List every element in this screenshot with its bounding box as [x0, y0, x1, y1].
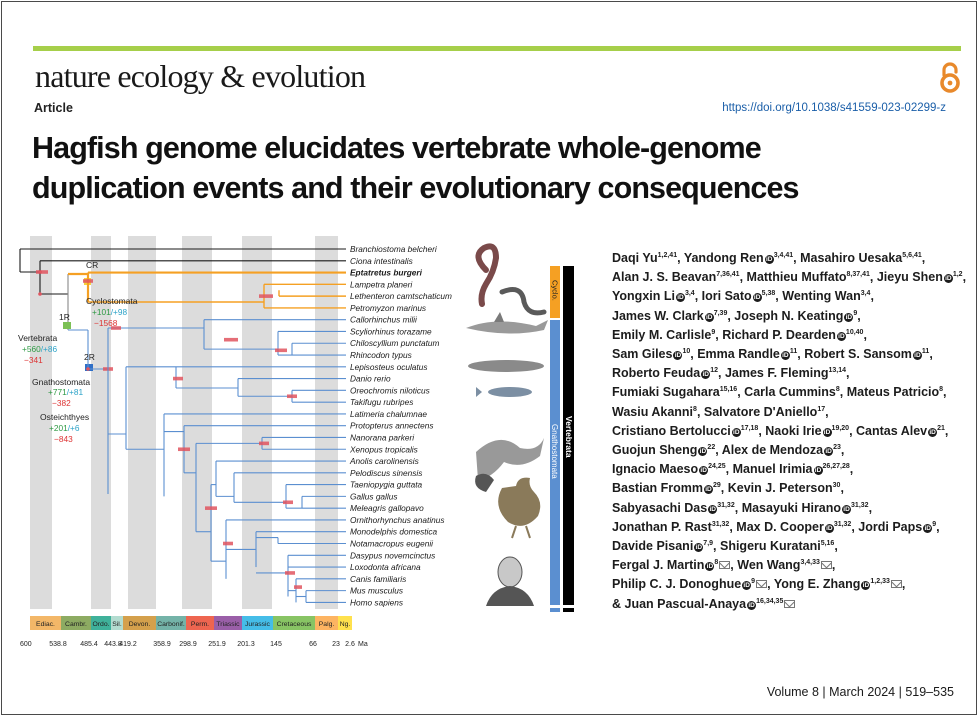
author-name[interactable]: Yongxin Li — [612, 289, 675, 304]
orcid-icon[interactable]: iD — [753, 294, 761, 302]
author-name[interactable]: Jieyu Shen — [876, 270, 943, 285]
affiliation-number: 5,6,41 — [902, 251, 922, 259]
affiliation-number: 5,16 — [820, 539, 835, 547]
taxon-label: Xenopus tropicalis — [350, 444, 418, 455]
author-name[interactable]: James F. Fleming — [724, 366, 829, 381]
affiliation-number: 24,25 — [708, 463, 726, 471]
divergence-bar — [287, 394, 297, 398]
taxon-label: Petromyzon marinus — [350, 302, 427, 313]
shark-illustration — [466, 320, 548, 334]
osteichthyes-loss: −843 — [54, 434, 73, 444]
period-band — [315, 236, 338, 609]
period-label: Jurassic — [245, 621, 270, 628]
author-name[interactable]: Daqi Yu — [612, 251, 658, 265]
human-head-illustration — [498, 557, 522, 587]
1r-marker — [63, 322, 71, 329]
author-name[interactable]: Masayuki Hirano — [741, 500, 842, 515]
author-line: Daqi Yu$^{1,2,41}$, Yandong Ren iD$^{3,4,41}$, Masahiro Uesaka$^{5,6,41}$, — [612, 251, 926, 265]
taxon-label: Pelodiscus sinensis — [350, 467, 423, 478]
taxon-label: Oreochromis niloticus — [350, 385, 430, 396]
chicken-body — [498, 478, 540, 526]
orcid-icon[interactable]: iD — [924, 524, 931, 532]
taxon-label: Monodelphis domestica — [350, 526, 438, 537]
orcid-icon[interactable]: iD — [843, 505, 850, 513]
affiliation-number: 19,20 — [831, 424, 850, 432]
author-line: Sabyasachi Das iD$^{31,32}$, Masayuki Hirano iD$^{31,32}$, — [612, 500, 873, 515]
taxon-label: Takifugu rubripes — [350, 397, 414, 408]
cyclostomata-loss: −1568 — [94, 318, 118, 328]
author-name[interactable]: Richard P. Dearden — [722, 327, 836, 342]
shark-fin — [494, 312, 504, 322]
affiliation-number: 1,2 — [952, 271, 963, 279]
affiliation-number: 7,36,41 — [716, 271, 740, 279]
time-tick: 538.8 — [49, 641, 67, 648]
frog-illustration — [476, 438, 544, 480]
article-title — [32, 128, 962, 208]
affiliation-number: 8 — [939, 386, 944, 394]
author-name[interactable]: Emily M. Carlisle — [612, 327, 712, 342]
taxon-label: Protopterus annectens — [350, 420, 434, 431]
journal-accent-bar — [33, 46, 961, 51]
chicken-legs — [512, 526, 530, 538]
divergence-bar — [275, 349, 287, 353]
affiliation-number: 1,2,33 — [870, 578, 890, 586]
orcid-icon[interactable]: iD — [782, 352, 789, 360]
author-name[interactable]: Jonathan P. Rast — [612, 519, 712, 534]
period-band — [242, 236, 272, 609]
orcid-icon[interactable]: iD — [825, 448, 832, 456]
taxon-labels — [349, 244, 452, 607]
taxon-label: Ornithorhynchus anatinus — [350, 514, 445, 525]
author-line: Wasiu Akanni$^8$, Salvatore D'Aniello$^{17}$, — [612, 404, 829, 419]
hagfish-illustration — [478, 246, 496, 304]
orcid-icon[interactable]: iD — [748, 601, 755, 609]
time-tick: 485.4 — [80, 641, 98, 648]
author-name[interactable]: Carla Cummins — [744, 385, 836, 400]
time-tick: 600 — [20, 641, 32, 648]
taxon-label: Lepisosteus oculatus — [350, 361, 428, 372]
affiliation-number: 9 — [751, 578, 756, 586]
osteichthyes-gains — [49, 423, 80, 433]
taxon-label: Notamacropus eugenii — [350, 538, 434, 549]
gain-value: +560 — [22, 344, 41, 354]
divergence-bar — [36, 270, 48, 274]
affiliation-number: 31,32 — [833, 520, 852, 528]
divergence-bar — [205, 506, 217, 510]
author-name[interactable]: Sam Giles — [612, 347, 673, 362]
cyclo-bar-label: Cyclo. — [550, 280, 560, 301]
orcid-icon[interactable]: iD — [700, 467, 707, 475]
period-label: Carbonif. — [157, 621, 185, 628]
lamprey-illustration — [502, 290, 544, 313]
orcid-icon[interactable]: iD — [862, 582, 870, 590]
time-tick: 2.6 — [345, 641, 355, 648]
affiliation-number: 3,4,33 — [800, 559, 820, 567]
taxon-label: Callorhinchus milii — [350, 314, 417, 325]
author-name[interactable]: Mateus Patricio — [846, 385, 940, 400]
affiliation-number: 10 — [682, 347, 691, 355]
author-line: Bastian Fromm $iD^{29}$, Kevin J. Peterson$^{30}$, — [612, 481, 844, 496]
affiliation-number: 7,39 — [713, 309, 728, 317]
taxon-label: Canis familiaris — [350, 573, 407, 584]
affiliation-number: 21 — [937, 424, 945, 432]
period-label: Cretaceous — [276, 621, 312, 628]
orcid-icon[interactable]: iD — [929, 428, 936, 436]
time-tick: 298.9 — [179, 641, 197, 648]
taxon-label: Ciona intestinalis — [350, 255, 413, 266]
affiliation-number: 12 — [710, 367, 718, 375]
author-name[interactable]: Manuel Irimia — [732, 462, 813, 477]
affiliation-number: 9 — [711, 328, 716, 336]
title-line: Hagfish genome elucidates vertebrate whole-genome — [32, 131, 761, 165]
author-name[interactable]: Yong E. Zhang — [773, 577, 861, 592]
affiliation-number: 30 — [832, 482, 841, 490]
affiliation-number: 17,18 — [740, 424, 759, 432]
affiliation-number: 8 — [693, 405, 697, 413]
taxon-label: Branchiostoma belcheri — [350, 244, 437, 254]
author-line — [612, 595, 972, 614]
period-label: Perm. — [190, 621, 210, 628]
affiliation-number: 31,32 — [711, 520, 730, 528]
author-name[interactable]: Kevin J. Peterson — [727, 481, 833, 496]
author-line: Alan J. S. Beavan$^{7,36,41}$, Matthieu Muffato$^{8,37,41}$, Jieyu Shen iD$^{1,2}$, — [612, 270, 967, 285]
page-frame — [1, 1, 977, 715]
author-name[interactable]: Fergal J. Martin — [612, 558, 705, 573]
author-name[interactable]: Joseph N. Keating — [734, 308, 844, 323]
node-dot — [38, 292, 42, 296]
divergence-bar — [294, 585, 302, 589]
author-name[interactable]: Alex de Mendoza — [721, 443, 824, 458]
time-tick: 419.2 — [119, 641, 137, 648]
period-label: Cambr. — [65, 621, 87, 628]
node-dot — [38, 270, 42, 274]
author-name[interactable]: Davide Pisani — [612, 539, 694, 554]
clade-bars — [550, 266, 574, 612]
email-icon[interactable] — [891, 580, 902, 588]
gain-value: /+81 — [66, 387, 84, 397]
zebrafish-tail — [476, 387, 482, 397]
period-label: Devon. — [128, 621, 151, 628]
time-tick: 443.8 — [104, 641, 122, 648]
orcid-icon[interactable]: iD — [674, 352, 682, 360]
human-shoulders — [486, 586, 534, 606]
gnathostomata-gains — [48, 387, 83, 397]
author-name[interactable]: Emma Randle — [697, 347, 780, 362]
orcid-icon[interactable]: iD — [765, 256, 773, 263]
period-label: Ng. — [339, 621, 351, 628]
author-line: Davide Pisani iD$^{7,9}$, Shigeru Kuratani$^{5,16}$, — [612, 539, 838, 554]
zebrafish-illustration — [488, 387, 532, 397]
gnathostomata-bar-label: Gnathostomata — [550, 424, 559, 479]
author-line: Yongxin Li iD$^{3,4}$, Iori Sato iD$^{5,38}$, Wenting Wan$^{3,4}$, — [612, 289, 874, 304]
node-dot — [86, 367, 90, 371]
vertebrata-loss: −341 — [24, 355, 43, 365]
period-label: Ediac. — [36, 621, 55, 628]
author-name[interactable]: Salvatore D'Aniello — [703, 404, 818, 419]
author-name[interactable]: Wenting Wan — [782, 289, 861, 304]
author-name[interactable]: Sabyasachi Das — [612, 500, 708, 515]
time-tick: 23 — [332, 641, 340, 648]
author-name[interactable]: Bastian Fromm — [612, 481, 703, 496]
email-icon[interactable] — [821, 561, 832, 569]
period-band — [182, 236, 212, 609]
orcid-icon[interactable]: iD — [677, 294, 684, 302]
author-line: Fumiaki Sugahara$^{15,16}$, Carla Cummins$^8$, Mateus Patricio$^8$, — [612, 385, 947, 400]
taxon-label: Lampetra planeri — [350, 279, 413, 290]
author-name[interactable]: Wen Wang — [737, 558, 801, 573]
affiliation-number: 8 — [835, 386, 840, 394]
event-2r-label: 2R — [84, 352, 95, 362]
gnathostomata-label: Gnathostomata — [32, 377, 91, 387]
author-name[interactable]: Yandong Ren — [683, 251, 764, 265]
orcid-icon[interactable]: iD — [914, 352, 921, 360]
author-name[interactable]: Jordi Paps — [858, 519, 923, 534]
osteichthyes-label: Osteichthyes — [40, 412, 90, 422]
geologic-timescale — [20, 616, 368, 648]
affiliation-number: 26,27,28 — [822, 463, 850, 471]
time-tick: 358.9 — [153, 641, 171, 648]
divergence-bar — [173, 377, 183, 381]
gain-value: /+6 — [67, 423, 80, 433]
author-name[interactable]: Iori Sato — [701, 289, 752, 304]
author-list — [612, 249, 972, 614]
journal-name: nature ecology & evolution — [35, 58, 366, 94]
taxon-label: Taeniopygia guttata — [350, 479, 423, 490]
gain-value: /+86 — [40, 344, 58, 354]
author-name[interactable]: Matthieu Muffato — [746, 270, 847, 285]
taxon-label: Loxodonta africana — [350, 562, 421, 573]
divergence-bar — [259, 442, 269, 446]
orcid-icon[interactable]: iD — [706, 563, 714, 571]
affiliation-number: 8,37,41 — [846, 271, 870, 279]
author-line: Ignacio Maeso iD$^{24,25}$, Manuel Irimia iD$^{26,27,28}$, — [612, 462, 854, 477]
orcid-icon[interactable]: iD — [699, 448, 707, 456]
taxon-label: Scyliorhinus torazame — [350, 326, 432, 337]
author-name[interactable]: Naoki Irie — [765, 423, 822, 438]
time-tick: 145 — [270, 641, 282, 648]
period-label: Triassic — [216, 621, 240, 628]
orcid-icon[interactable]: iD — [826, 524, 833, 532]
author-line: Emily M. Carlisle$^9$, Richard P. Dearden iD$^{10,40}$, — [612, 327, 867, 342]
orcid-icon[interactable]: iD — [845, 313, 853, 321]
orcid-icon[interactable]: iD — [733, 428, 740, 436]
time-tick: 66 — [309, 641, 317, 648]
author-name[interactable]: Alan J. S. Beavan — [612, 270, 717, 285]
orcid-icon[interactable]: iD — [709, 505, 716, 513]
affiliation-number: 7,9 — [703, 539, 714, 547]
author-line: Philip C. J. Donoghue $iD^9$ , Yong E. Zhang iD$^{1,2,33}$ , — [612, 577, 906, 592]
time-unit: Ma — [358, 641, 368, 648]
taxon-label: Homo sapiens — [350, 597, 404, 608]
cyclostomata-gains — [92, 307, 127, 317]
author-name[interactable]: Roberto Feuda — [612, 366, 701, 381]
author-name[interactable]: & Juan Pascual-Anaya — [612, 596, 747, 611]
author-line: Sam Giles $iD^{10}$, Emma Randle $iD^{11}$, Robert S. Sansom $iD^{11}$, — [612, 347, 933, 362]
period-band — [128, 236, 156, 609]
period-label: Ordo. — [92, 621, 110, 628]
gain-value: +101 — [92, 307, 111, 317]
affiliation-number: 8 — [714, 559, 719, 567]
author-name[interactable]: Cantas Alev — [856, 423, 928, 438]
author-name[interactable]: Robert S. Sansom — [804, 347, 912, 362]
animal-illustrations — [466, 246, 548, 606]
divergence-bar — [83, 279, 93, 283]
author-line: James W. Clark iD$^{7,39}$, Joseph N. Keating $iD^9$, — [612, 308, 861, 323]
vertebrata-label: Vertebrata — [18, 333, 58, 343]
author-name[interactable]: Philip C. J. Donoghue — [612, 577, 742, 592]
article-type-label: Article — [34, 101, 73, 115]
email-icon[interactable] — [719, 561, 730, 569]
author-line: Cristiano Bertolucci iD$^{17,18}$, Naoki Irie iD$^{19,20}$, Cantas Alev $iD^{21}$, — [612, 423, 949, 438]
taxon-label: Meleagris gallopavo — [350, 503, 424, 514]
orcid-icon[interactable]: iD — [945, 275, 952, 283]
period-label: Palg. — [318, 621, 335, 628]
taxon-label: Dasypus novemcinctus — [350, 550, 436, 561]
orcid-icon[interactable]: iD — [702, 371, 709, 379]
taxon-label: Lethenteron camtschaticum — [350, 291, 452, 302]
divergence-bar — [178, 447, 190, 451]
taxon-label: Nanorana parkeri — [350, 432, 415, 443]
affiliation-number: 1,2,41 — [657, 251, 678, 259]
taxon-label: Eptatretus burgeri — [350, 267, 422, 278]
orcid-icon[interactable]: iD — [695, 544, 703, 552]
vertebrata-bar-tail — [563, 608, 574, 612]
taxon-label: Anolis carolinensis — [350, 456, 419, 467]
author-line: Fergal J. Martin $iD^8$ , Wen Wang$^{3,4,33}$ , — [612, 558, 836, 573]
affiliation-number: 3,4 — [684, 290, 695, 298]
taxon-label: Rhincodon typus — [350, 350, 412, 361]
orcid-icon[interactable]: iD — [823, 428, 831, 436]
orcid-icon[interactable]: iD — [743, 582, 750, 590]
orcid-icon[interactable]: iD — [705, 486, 712, 494]
taxon-label: Gallus gallus — [350, 491, 398, 502]
author-name[interactable]: Guojun Sheng — [612, 443, 698, 458]
period-label: Sil. — [112, 621, 122, 628]
affiliation-number: 17 — [817, 405, 826, 413]
doi-link[interactable]: https://doi.org/10.1038/s41559-023-02299-z — [722, 102, 946, 114]
phylogeny-figure — [16, 234, 598, 654]
affiliation-number: 3,4,41 — [773, 251, 794, 259]
taxon-label: Mus musculus — [350, 585, 404, 596]
affiliation-number: 29 — [713, 482, 721, 490]
time-tick: 201.3 — [237, 641, 255, 648]
affiliation-number: 16,34,35 — [756, 597, 784, 605]
event-1r-label: 1R — [59, 312, 70, 322]
chicken-tail — [475, 474, 494, 492]
divergence-bar — [283, 500, 293, 504]
orcid-icon[interactable]: iD — [705, 313, 713, 321]
divergence-bar — [259, 294, 273, 298]
divergence-bar — [224, 338, 238, 342]
author-line: Guojun Sheng $iD^{22}$, Alex de Mendoza $iD^{23}$, — [612, 443, 845, 458]
vertebrata-bar-label: Vertebrata — [564, 416, 574, 458]
affiliation-number: 9 — [932, 520, 937, 528]
affiliation-number: 5,38 — [761, 290, 776, 298]
affiliation-number: 31,32 — [717, 501, 735, 509]
taxon-label: Chiloscyllium punctatum — [350, 338, 440, 349]
divergence-bar — [223, 542, 233, 546]
orcid-icon[interactable]: iD — [814, 467, 822, 475]
affiliation-number: 13,14 — [828, 367, 846, 375]
gnathostome-bar-tail — [550, 608, 560, 612]
vertebrata-gains — [22, 344, 57, 354]
cyclostomata-label: Cyclostomata — [86, 296, 138, 306]
event-cr-label: CR — [86, 260, 99, 270]
gain-value: +201 — [49, 423, 68, 433]
affiliation-number: 11 — [921, 347, 930, 355]
affiliation-number: 11 — [789, 347, 798, 355]
taxon-label: Latimeria chalumnae — [350, 408, 428, 419]
open-access-icon[interactable] — [938, 62, 962, 94]
affiliation-number: 9 — [853, 309, 858, 317]
author-name[interactable]: Shigeru Kuratani — [719, 539, 821, 554]
title-line: duplication events and their evolutionary consequences — [32, 171, 799, 205]
author-name[interactable]: James W. Clark — [612, 308, 704, 323]
affiliation-number: 31,32 — [851, 501, 869, 509]
author-name[interactable]: Ignacio Maeso — [612, 462, 699, 477]
affiliation-number: 10,40 — [845, 328, 864, 336]
affiliation-number: 22 — [707, 443, 716, 451]
author-line: Jonathan P. Rast$^{31,32}$, Max D. Cooper iD$^{31,32}$, Jordi Paps $iD^9$, — [612, 519, 940, 534]
author-name[interactable]: Cristiano Bertolucci — [612, 423, 731, 438]
gnathostomata-loss: −382 — [52, 398, 71, 408]
author-line: Roberto Feuda $iD^{12}$, James F. Fleming$^{13,14}$, — [612, 366, 850, 381]
email-icon[interactable] — [756, 580, 767, 588]
affiliation-number: 23 — [833, 443, 841, 451]
time-tick: 251.9 — [208, 641, 226, 648]
affiliation-number: 15,16 — [719, 386, 738, 394]
gain-value: /+98 — [110, 307, 128, 317]
orcid-icon[interactable]: iD — [838, 332, 845, 340]
divergence-bar — [285, 571, 295, 575]
gain-value: +771 — [48, 387, 67, 397]
affiliation-number: 3,4 — [860, 290, 871, 298]
author-name[interactable]: Masahiro Uesaka — [800, 251, 903, 265]
author-name[interactable]: Max D. Cooper — [736, 519, 824, 534]
taxon-label: Danio rerio — [350, 373, 391, 384]
volume-info: Volume 8 | March 2024 | 519–535 — [766, 685, 954, 699]
author-name[interactable]: Wasiu Akanni — [612, 404, 694, 419]
email-icon[interactable] — [784, 600, 795, 608]
gar-illustration — [468, 360, 544, 372]
author-name[interactable]: Fumiaki Sugahara — [612, 385, 720, 400]
